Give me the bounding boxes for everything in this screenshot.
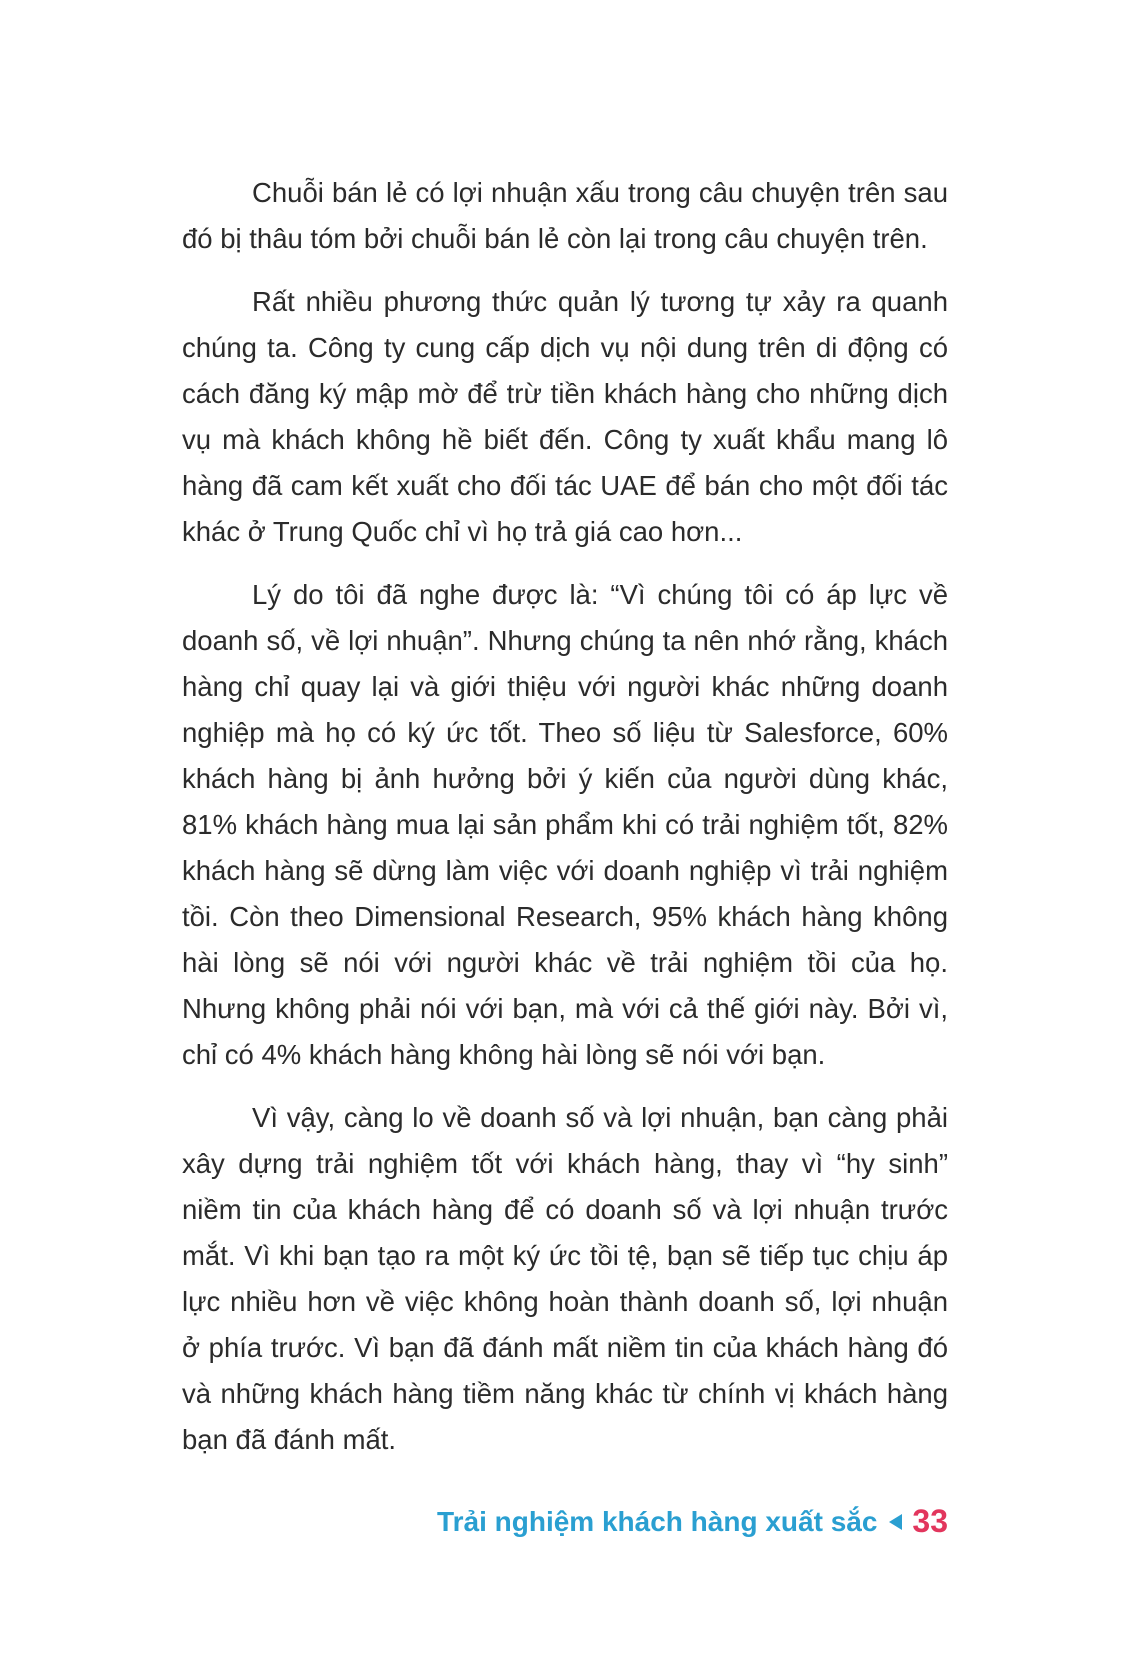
page-footer	[437, 1503, 948, 1540]
page-number: 33	[912, 1503, 948, 1539]
footer-book-title: Trải nghiệm khách hàng xuất sắc	[437, 1505, 878, 1537]
paragraph-3: Lý do tôi đã nghe được là: “Vì chúng tôi có áp lực về doanh số, về lợi nhuận”. Nhưng chúng ta nên nhớ rằng, khách hàng chỉ quay lại và giới thiệu với người khác những doanh nghiệp mà họ có ký ức tốt. Theo số liệu từ Salesforce, 60% khách hàng bị ảnh hưởng bởi ý kiến của người dùng khác, 81% khách hàng mua lại sản phẩm khi có trải nghiệm tốt, 82% khách hàng sẽ dừng làm việc với doanh nghiệp vì trải nghiệm tồi. Còn theo Dimensional Research, 95% khách hàng không hài lòng sẽ nói với người khác về trải nghiệm tồi của họ. Nhưng không phải nói với bạn, mà với cả thế giới này. Bởi vì, chỉ có 4% khách hàng không hài lòng sẽ nói với bạn.	[182, 579, 948, 1070]
paragraph-1: Chuỗi bán lẻ có lợi nhuận xấu trong câu chuyện trên sau đó bị thâu tóm bởi chuỗi bán lẻ còn lại trong câu chuyện trên.	[182, 177, 948, 254]
paragraph-4: Vì vậy, càng lo về doanh số và lợi nhuận, bạn càng phải xây dựng trải nghiệm tốt với khách hàng, thay vì “hy sinh” niềm tin của khách hàng để có doanh số và lợi nhuận trước mắt. Vì khi bạn tạo ra một ký ức tồi tệ, bạn sẽ tiếp tục chịu áp lực nhiều hơn về việc không hoàn thành doanh số, lợi nhuận ở phía trước. Vì bạn đã đánh mất niềm tin của khách hàng đó và những khách hàng tiềm năng khác từ chính vị khách hàng bạn đã đánh mất.	[182, 1102, 948, 1455]
paragraph-2: Rất nhiều phương thức quản lý tương tự xảy ra quanh chúng ta. Công ty cung cấp dịch vụ nội dung trên di động có cách đăng ký mập mờ để trừ tiền khách hàng cho những dịch vụ mà khách không hề biết đến. Công ty xuất khẩu mang lô hàng đã cam kết xuất cho đối tác UAE để bán cho một đối tác khác ở Trung Quốc chỉ vì họ trả giá cao hơn...	[182, 286, 948, 547]
left-triangle-icon	[889, 1514, 902, 1530]
body-text	[182, 170, 948, 1480]
